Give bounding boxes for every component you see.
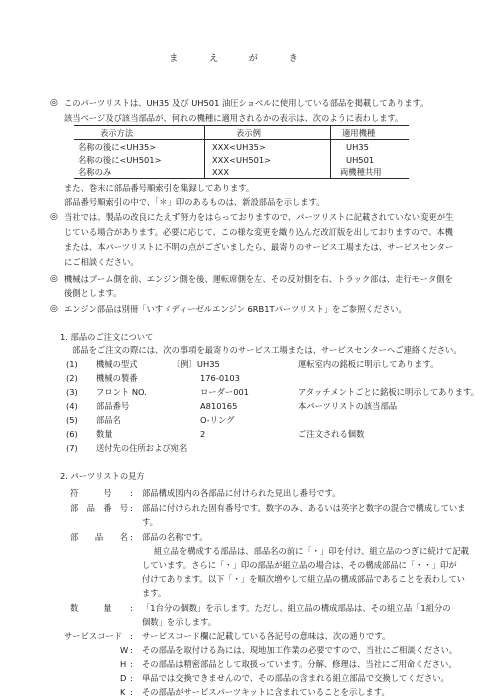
order-item-num: (2) [66, 373, 78, 383]
suryo-line2: 個数」を示します。 [142, 617, 217, 627]
order-item-label: 機械の製番 [96, 373, 138, 383]
bullet-mark: ◎ [50, 98, 58, 108]
preface-p3-line3: または、本パーツリストに不明の点がございましたら、最寄りのサービス工場または、サービスセンター [64, 242, 454, 252]
order-item-note: 本パーツリストの該当部品 [298, 401, 398, 411]
service-code: W [120, 645, 129, 655]
service-code-text: サービスコード欄に記載している各記号の意味は、次の通りです。 [142, 631, 391, 641]
meisho-line4: 付けてあります。以下「・」を順次増やして組立品の構成部品であることを表わしてい [142, 574, 465, 584]
service-code-label: サービスコード [64, 631, 123, 641]
order-item-label: 部品番号 [96, 401, 130, 411]
order-item-num: (5) [66, 415, 78, 425]
order-item-value: A810165 [200, 401, 238, 411]
meisho-line5: ます。 [142, 588, 167, 598]
bullet-mark: ◎ [50, 304, 58, 314]
service-code: H [120, 659, 127, 669]
colon: : [130, 532, 133, 542]
preface-p2-line1: また、巻末に部品番号順索引を集録してあります。 [64, 183, 255, 193]
preface-p4-line1: 機械はブーム側を前、エンジン側を後、運転席側を左、その反対側を右、トラック部は、走行モータ側を [64, 274, 453, 284]
suryo-line1: 「1台分の個数」を示します。ただし、組立品の構成部品は、その組立品「1組分の [142, 603, 451, 613]
table-header: 表示方法 [100, 128, 134, 138]
bullet-mark: ◎ [50, 274, 58, 284]
preface-p2-line2: 部品番号順索引の中で、「＊」印のあるものは、新設部品を示します。 [64, 197, 325, 207]
bangou-label: 部 品 番 号 [70, 503, 129, 513]
table-cell: UH501 [346, 155, 375, 165]
preface-p4-line2: 後側とします。 [64, 288, 122, 298]
order-item-value: 〔例〕UH35 [172, 359, 220, 369]
table-cell: XXX [212, 167, 230, 177]
preface-p5-line1: エンジン部品は別冊「いすゞディーゼルエンジン 6RB1Tパーツリスト」をご参照ください。 [64, 304, 407, 314]
preface-p3-line2: じている場合があります。必要に応じて、この様な変更を織り込んだ改訂版を出しておりますので、本機 [64, 227, 453, 237]
colon: : [130, 687, 133, 697]
service-code-desc: その部品を取付ける為には、現地加工作業の必要ですので、当社にご相談ください。 [142, 645, 458, 655]
fugo-text: 部品構成図内の各部品に付けられた見出し番号です。 [142, 488, 341, 498]
preface-p1-line1: このパーツリストは、UH35 及び UH501 油圧ショベルに使用している部品を掲載してあります。 [64, 98, 429, 108]
order-item-label: 部品名 [96, 415, 121, 425]
colon: : [130, 631, 133, 641]
bangou-line2: す。 [142, 517, 158, 527]
service-code-desc: その部品は精密部品として取扱っています。分解、修理は、当社にご用命ください。 [142, 659, 457, 669]
order-item-num: (4) [66, 401, 78, 411]
service-code: D [120, 673, 127, 683]
order-item-label: 数量 [96, 429, 113, 439]
colon: : [130, 488, 133, 498]
table-header: 表示例 [236, 128, 261, 138]
order-item-note: アタッチメントごとに銘板に明示してあります。 [298, 387, 479, 397]
preface-p1-line2: 該当ページ及び該当部品が、何れの機種に適用されるかの表示は、次のように表わします。 [64, 113, 404, 123]
colon: : [130, 645, 133, 655]
order-item-value: 176-0103 [200, 373, 240, 383]
page-title: ま え が き [169, 54, 312, 64]
preface-p3-line4: にご相談ください。 [64, 257, 139, 267]
service-code: K [120, 687, 126, 697]
order-item-num: (7) [66, 443, 78, 453]
section1-intro: 部品をご注文の際には、次の事項を最寄りのサービス工場または、サービスセンターへご連絡ください。 [72, 345, 462, 355]
order-item-note: ご注文される個数 [298, 429, 365, 439]
colon: : [130, 603, 133, 613]
order-item-num: (3) [66, 387, 78, 397]
table-cell: 両機種共用 [340, 167, 382, 177]
colon: : [130, 659, 133, 669]
order-item-label: 機械の型式 [96, 359, 138, 369]
fugo-label: 符 号 [70, 488, 112, 498]
order-item-value: ローダー001 [200, 387, 250, 397]
meisho-line2: 組立品を構成する部品は、部品名の前に「・」印を付け、組立品のつぎに続けて記載 [154, 546, 469, 556]
meisho-line3: しています。さらに「・」印の部品が組立品の場合は、その構成部品に「・・」印が [142, 560, 457, 570]
bullet-mark: ◎ [50, 212, 58, 222]
bangou-line1: 部品に付けられた固有番号です。数字のみ、あるいは英字と数字の混合で構成していま [142, 503, 466, 513]
order-item-label: 送付先の住所および宛名 [96, 443, 188, 453]
table-cell: 名称の後に<UH501> [78, 155, 162, 165]
section2-heading: 2. パーツリストの見方 [60, 471, 145, 481]
order-item-label: フロント NO. [96, 387, 147, 397]
table-cell: XXX<UH35> [212, 142, 266, 152]
order-item-value: 2 [200, 429, 206, 439]
section1-heading: 1. 部品のご注文について [60, 332, 154, 342]
preface-p3-line1: 当社では、製品の改良にたえず努力をはらっておりますので、パーツリストに記載されていない変更が生 [64, 212, 454, 222]
meisho-label: 部 品 名 [70, 532, 129, 542]
suryo-label: 数 量 [70, 603, 112, 613]
colon: : [130, 503, 133, 513]
table-cell: UH35 [346, 142, 369, 152]
order-item-value: O-リング [200, 415, 235, 425]
table-header: 適用機種 [342, 128, 376, 138]
service-code-desc: 単品では交換できませんので、その部品の含まれる組立部品で交換してください。 [142, 673, 449, 683]
service-code-desc: その部品がサービスパーツキットに含まれていることを示します。 [142, 687, 390, 697]
table-cell: 名称のみ [78, 167, 112, 177]
table-cell: 名称の後に<UH35> [78, 142, 157, 152]
colon: : [130, 673, 133, 683]
order-item-note: 運転室内の銘板に明示してあります。 [298, 359, 439, 369]
order-item-num: (1) [66, 359, 78, 369]
order-item-num: (6) [66, 429, 78, 439]
table-cell: XXX<UH501> [212, 155, 272, 165]
meisho-line1: 部品の名称です。 [142, 532, 208, 542]
